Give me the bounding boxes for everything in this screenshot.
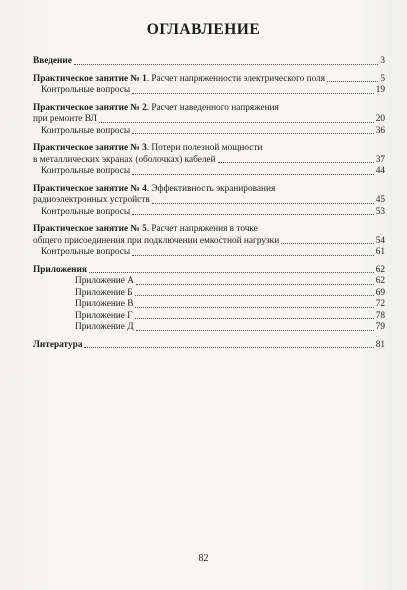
toc-page-number: 19	[375, 85, 385, 95]
dot-leader	[327, 81, 378, 82]
toc-entry-label: Контрольные вопросы	[41, 85, 131, 95]
toc-page-number: 53	[375, 206, 385, 217]
toc-page-number: 69	[375, 287, 385, 298]
dot-leader	[132, 255, 374, 256]
dot-leader	[132, 174, 374, 175]
toc-entry-practice-4[interactable]	[33, 195, 385, 207]
toc-entry-label: в металлических экранах (оболочках) кабелей	[33, 154, 216, 165]
toc-entry-practice-1-questions[interactable]	[33, 85, 385, 97]
dot-leader	[152, 203, 374, 204]
toc-entry-practice-4-title[interactable]: Практическое занятие № 4. Эффективность экранирования	[33, 183, 276, 194]
toc-entry-appendix-b[interactable]	[33, 288, 385, 300]
toc-page-number: 3	[380, 56, 385, 66]
dot-leader	[84, 347, 373, 348]
dot-leader	[99, 122, 374, 123]
table-of-contents	[33, 56, 385, 351]
dot-leader	[218, 162, 374, 163]
toc-entry-practice-2-questions[interactable]	[33, 126, 385, 138]
toc-entry-practice-3[interactable]	[33, 155, 385, 167]
toc-page-number: 54	[375, 235, 385, 246]
toc-entry-appendices[interactable]	[33, 265, 385, 277]
toc-entry-practice-3-title[interactable]: Практическое занятие № 3. Потери полезной мощности	[33, 143, 263, 153]
toc-entry-label: Контрольные вопросы	[41, 247, 131, 257]
toc-entry-practice-2[interactable]	[33, 114, 385, 126]
toc-page-number: 61	[375, 247, 385, 257]
toc-entry-practice-2-title[interactable]: Практическое занятие № 2. Расчет наведенного напряжения	[33, 102, 279, 113]
toc-entry-appendix-a[interactable]	[33, 276, 385, 288]
toc-entry-label: при ремонте ВЛ	[33, 114, 97, 124]
toc-entry-appendix-g[interactable]	[33, 311, 385, 323]
toc-entry-label: радиоэлектронных устройств	[33, 195, 150, 205]
toc-entry-label: Введение	[33, 56, 72, 66]
dot-leader	[136, 330, 374, 331]
toc-entry-label: Литература	[33, 339, 83, 350]
toc-entry-label: Приложение Г	[75, 310, 133, 321]
toc-entry-label: Приложение Д	[75, 322, 134, 332]
toc-entry-practice-4-questions[interactable]	[33, 207, 385, 219]
toc-entry-appendix-v[interactable]	[33, 299, 385, 311]
toc-entry-label: Приложение В	[75, 299, 134, 309]
toc-page-number: 72	[375, 299, 385, 309]
toc-page-number: 20	[375, 114, 385, 124]
toc-page-number: 45	[375, 195, 385, 205]
toc-entry-label: Приложения	[33, 264, 87, 275]
toc-entry-label: Приложение А	[75, 276, 134, 286]
toc-entry-practice-3-questions[interactable]	[33, 166, 385, 178]
toc-page-number: 79	[375, 322, 385, 332]
toc-entry-label: общего присоединения при подключении емкостной нагрузки	[33, 235, 280, 246]
toc-page-number: 44	[375, 166, 385, 176]
dot-leader	[135, 318, 374, 319]
toc-entry-intro[interactable]	[33, 56, 385, 68]
toc-entry-label: Контрольные вопросы	[41, 206, 131, 217]
toc-entry-practice-1[interactable]	[33, 74, 385, 86]
dot-leader	[132, 214, 374, 215]
toc-page-number: 36	[375, 125, 385, 136]
toc-entry-practice-5-title[interactable]: Практическое занятие № 5. Расчет напряжения в точке	[33, 224, 258, 234]
dot-leader	[89, 272, 374, 273]
toc-entry-practice-5-questions[interactable]	[33, 247, 385, 259]
toc-entry-label: Практическое занятие № 1. Расчет напряженности электрического поля	[33, 73, 326, 84]
dot-leader	[136, 284, 374, 285]
toc-page-number: 81	[375, 339, 385, 350]
dot-leader	[132, 93, 374, 94]
toc-page-number: 62	[375, 276, 385, 286]
toc-page-number: 5	[380, 73, 385, 84]
dot-leader	[132, 133, 374, 134]
toc-entry-appendix-d[interactable]	[33, 322, 385, 334]
toc-page-number: 37	[375, 154, 385, 165]
dot-leader	[135, 307, 373, 308]
toc-entry-literature[interactable]	[33, 340, 385, 352]
dot-leader	[135, 295, 374, 296]
toc-entry-label: Контрольные вопросы	[41, 166, 131, 176]
page-title: ОГЛАВЛЕНИЕ	[146, 21, 261, 38]
toc-entry-label: Контрольные вопросы	[41, 125, 131, 136]
toc-page-number: 78	[375, 310, 385, 321]
toc-entry-practice-5[interactable]	[33, 236, 385, 248]
dot-leader	[281, 243, 374, 244]
dot-leader	[74, 64, 378, 65]
toc-entry-label: Приложение Б	[75, 287, 133, 298]
toc-page-number: 62	[375, 264, 385, 275]
page-number: 82	[198, 553, 209, 564]
